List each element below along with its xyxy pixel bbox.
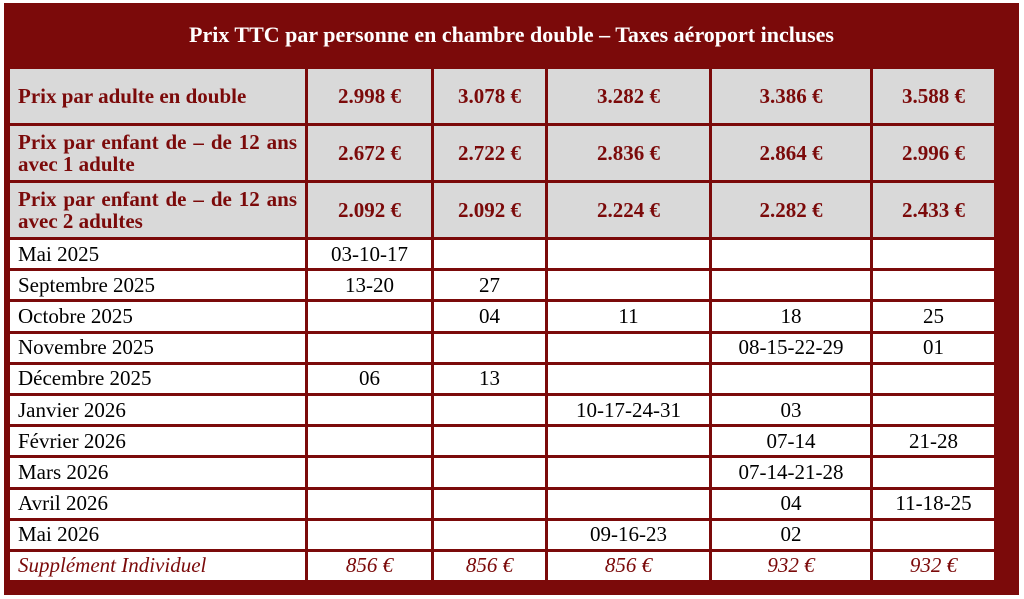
month-label: Janvier 2026 [10, 396, 305, 424]
departure-dates: 08-15-22-29 [712, 334, 870, 362]
price-value: 2.282 € [712, 183, 870, 237]
departure-dates [308, 302, 431, 330]
departure-dates [548, 240, 709, 268]
supplement-row [10, 552, 994, 580]
departure-dates: 02 [712, 521, 870, 549]
price-row-label: Prix par adulte en double [10, 69, 305, 123]
date-row [10, 521, 994, 549]
price-row [10, 183, 994, 237]
date-row [10, 271, 994, 299]
month-label: Février 2026 [10, 427, 305, 455]
departure-dates [873, 458, 994, 486]
price-value: 2.433 € [873, 183, 994, 237]
month-label: Mai 2025 [10, 240, 305, 268]
departure-dates: 21-28 [873, 427, 994, 455]
departure-dates [308, 490, 431, 518]
price-row [10, 126, 994, 180]
departure-dates [434, 396, 545, 424]
price-row [10, 69, 994, 123]
departure-dates [873, 396, 994, 424]
departure-dates: 10-17-24-31 [548, 396, 709, 424]
month-label: Décembre 2025 [10, 365, 305, 393]
departure-dates [873, 521, 994, 549]
month-label: Octobre 2025 [10, 302, 305, 330]
supplement-value: 932 € [873, 552, 994, 580]
price-value: 3.078 € [434, 69, 545, 123]
supplement-value: 856 € [308, 552, 431, 580]
departure-dates [548, 490, 709, 518]
supplement-value: 856 € [548, 552, 709, 580]
departure-dates: 04 [434, 302, 545, 330]
departure-dates: 25 [873, 302, 994, 330]
departure-dates: 06 [308, 365, 431, 393]
departure-dates: 04 [712, 490, 870, 518]
price-value: 2.864 € [712, 126, 870, 180]
date-row [10, 365, 994, 393]
month-label: Mai 2026 [10, 521, 305, 549]
departure-dates: 01 [873, 334, 994, 362]
date-row [10, 490, 994, 518]
departure-dates [308, 334, 431, 362]
supplement-value: 932 € [712, 552, 870, 580]
departure-dates: 03 [712, 396, 870, 424]
price-value: 2.092 € [308, 183, 431, 237]
departure-dates [434, 458, 545, 486]
supplement-label: Supplément Individuel [10, 552, 305, 580]
price-value: 2.224 € [548, 183, 709, 237]
departure-dates: 13 [434, 365, 545, 393]
departure-dates: 18 [712, 302, 870, 330]
price-table [7, 66, 997, 583]
price-value: 2.836 € [548, 126, 709, 180]
departure-dates [873, 365, 994, 393]
departure-dates [712, 240, 870, 268]
price-value: 2.092 € [434, 183, 545, 237]
price-value: 2.996 € [873, 126, 994, 180]
price-value: 2.722 € [434, 126, 545, 180]
departure-dates [434, 427, 545, 455]
price-table-frame [4, 3, 1019, 595]
departure-dates [434, 240, 545, 268]
price-value: 3.588 € [873, 69, 994, 123]
price-value: 3.282 € [548, 69, 709, 123]
departure-dates [308, 458, 431, 486]
departure-dates [548, 271, 709, 299]
departure-dates [712, 271, 870, 299]
price-value: 3.386 € [712, 69, 870, 123]
departure-dates: 09-16-23 [548, 521, 709, 549]
departure-dates: 11 [548, 302, 709, 330]
month-label: Avril 2026 [10, 490, 305, 518]
departure-dates: 07-14-21-28 [712, 458, 870, 486]
date-row [10, 458, 994, 486]
departure-dates [308, 521, 431, 549]
price-value: 2.672 € [308, 126, 431, 180]
departure-dates [712, 365, 870, 393]
departure-dates [308, 396, 431, 424]
date-row [10, 240, 994, 268]
departure-dates [548, 365, 709, 393]
departure-dates [873, 271, 994, 299]
price-row-label: Prix par enfant de – de 12 ans avec 1 adulte [10, 126, 305, 180]
date-row [10, 427, 994, 455]
table-title: Prix TTC par personne en chambre double – Taxes aéroport incluses [189, 21, 834, 47]
departure-dates: 11-18-25 [873, 490, 994, 518]
price-row-label: Prix par enfant de – de 12 ans avec 2 adultes [10, 183, 305, 237]
date-row [10, 302, 994, 330]
date-row [10, 334, 994, 362]
date-row [10, 396, 994, 424]
departure-dates [308, 427, 431, 455]
departure-dates [548, 334, 709, 362]
month-label: Novembre 2025 [10, 334, 305, 362]
month-label: Mars 2026 [10, 458, 305, 486]
departure-dates [434, 334, 545, 362]
departure-dates: 03-10-17 [308, 240, 431, 268]
supplement-value: 856 € [434, 552, 545, 580]
departure-dates [548, 458, 709, 486]
departure-dates [434, 490, 545, 518]
price-value: 2.998 € [308, 69, 431, 123]
month-label: Septembre 2025 [10, 271, 305, 299]
departure-dates [434, 521, 545, 549]
departure-dates: 07-14 [712, 427, 870, 455]
departure-dates: 27 [434, 271, 545, 299]
departure-dates [873, 240, 994, 268]
departure-dates [548, 427, 709, 455]
departure-dates: 13-20 [308, 271, 431, 299]
